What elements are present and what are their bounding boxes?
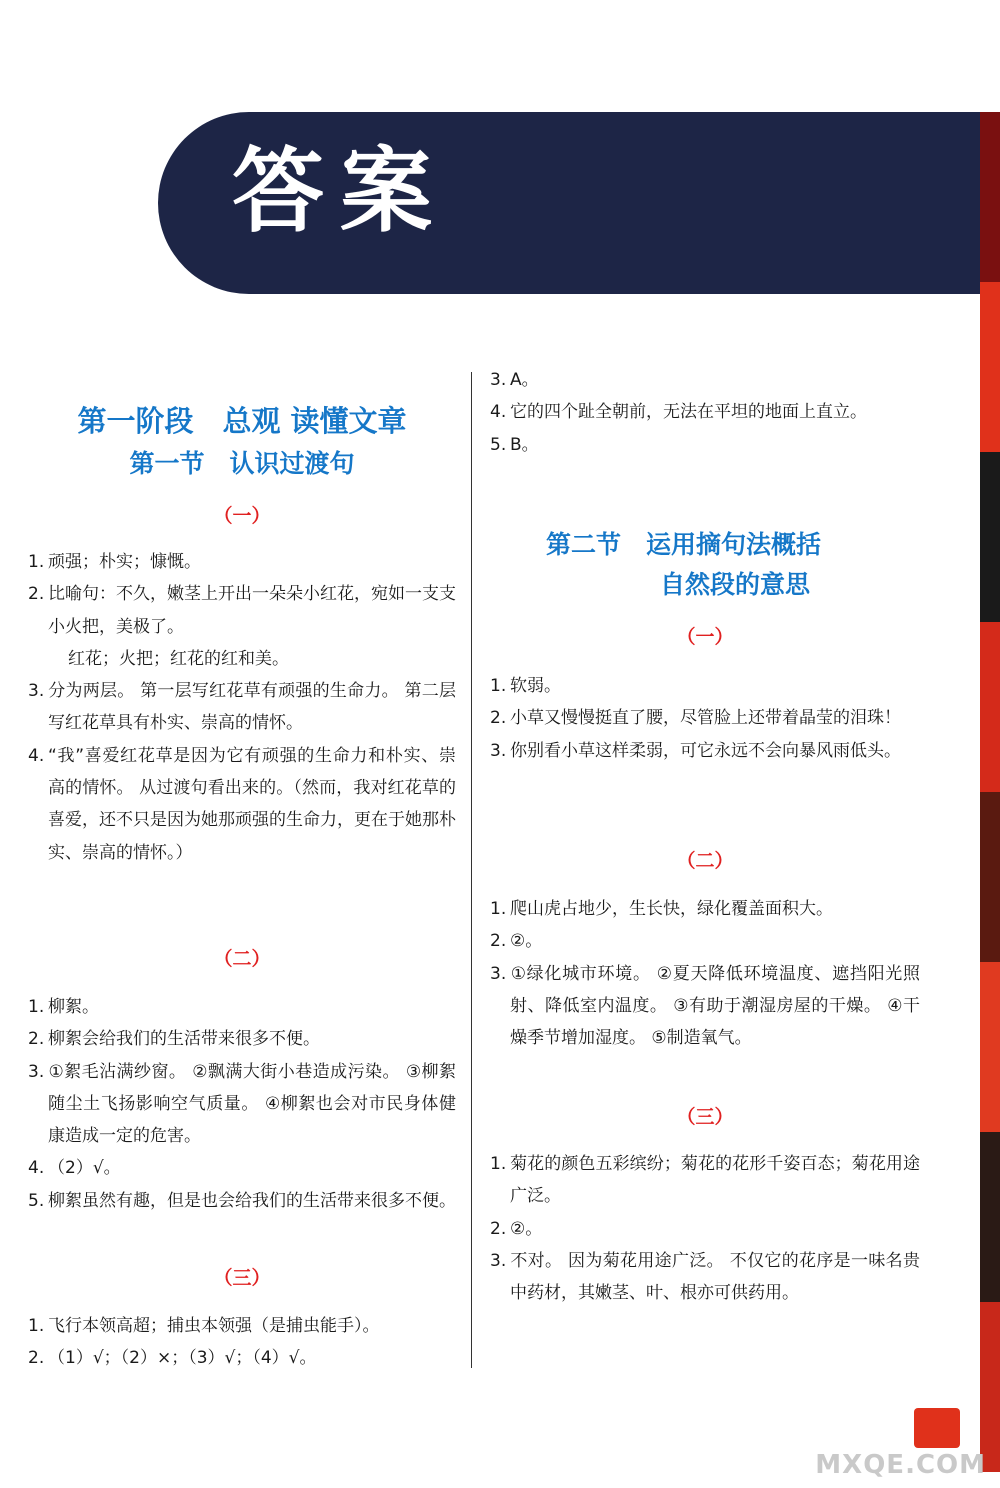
edge-segment (980, 962, 1000, 1132)
stage-heading: 第一阶段 总观 读懂文章 (77, 404, 407, 438)
answer-list (490, 670, 920, 767)
subsection-label: （三） (676, 1106, 734, 1128)
watermark: MXQE.COM (815, 1450, 986, 1480)
edge-segment (980, 1132, 1000, 1302)
answer-item: 2. 柳絮会给我们的生活带来很多不便。 (28, 1029, 320, 1050)
answer-list (490, 1148, 920, 1309)
column-divider (471, 372, 472, 1368)
answer-item: 4. “我”喜爱红花草是因为它有顽强的生命力和朴实、崇高的情怀。 从过渡句看出来的。（然而，我对红花草的喜爱，还不只是因为她那顽强的生命力，更在于她那朴实、崇高的情怀。） (28, 745, 456, 863)
answer-item: 3. A。 (490, 370, 539, 390)
edge-color-strip (980, 112, 1000, 1472)
edge-segment (980, 452, 1000, 622)
subsection-label: （三） (213, 1267, 271, 1289)
answer-item: 3. ①绿化城市环境。 ②夏天降低环境温度、遮挡阳光照射、降低室内温度。 ③有助于潮湿房屋的干燥。 ④干燥季节增加湿度。 ⑤制造氧气。 (490, 963, 920, 1049)
answer-item: 2. 比喻句：不久，嫩茎上开出一朵朵小红花，宛如一支支小火把，美极了。 红花；火把；红花的红和美。 (28, 584, 456, 669)
answer-item: 1. 菊花的颜色五彩缤纷；菊花的花形千姿百态；菊花用途广泛。 (490, 1154, 920, 1207)
edge-segment (980, 282, 1000, 452)
answer-list (28, 991, 456, 1217)
answer-list (28, 1310, 456, 1375)
answer-item: 3. 分为两层。 第一层写红花草有顽强的生命力。 第二层写红花草具有朴实、崇高的情怀。 (28, 681, 456, 734)
answer-list (490, 364, 920, 461)
answer-item: 5. 柳絮虽然有趣，但是也会给我们的生活带来很多不便。 (28, 1190, 456, 1211)
subsection-label: （一） (676, 626, 734, 648)
section-heading: 第一节 认识过渡句 (129, 449, 355, 478)
answer-list (490, 893, 920, 1054)
answer-item: 1. 爬山虎占地少，生长快，绿化覆盖面积大。 (490, 899, 833, 919)
section-heading: 第二节 运用摘句法概括 (546, 530, 822, 559)
subsection-label: （二） (676, 850, 734, 872)
answer-item: 1. 软弱。 (490, 676, 561, 696)
answer-item: 2. ②。 (490, 1218, 543, 1239)
page-title: 答案 (232, 138, 449, 245)
answer-item: 4. 它的四个趾全朝前，无法在平坦的地面上直立。 (490, 402, 867, 423)
answer-item: 3. ①絮毛沾满纱窗。 ②飘满大街小巷造成污染。 ③柳絮随尘土飞扬影响空气质量。 ④柳絮也会对市民身体健康造成一定的危害。 (28, 1061, 456, 1147)
answer-item: 2. 小草又慢慢挺直了腰，尽管脸上还带着晶莹的泪珠！ (490, 708, 901, 729)
answer-list (28, 546, 456, 869)
subsection-label: （一） (213, 505, 271, 527)
edge-segment (980, 1302, 1000, 1472)
answer-item: 1. 顽强；朴实；慷慨。 (28, 552, 201, 572)
answer-item: 1. 飞行本领高超；捕虫本领强（是捕虫能手）。 (28, 1316, 380, 1336)
answer-item: 3. 你别看小草这样柔弱，可它永远不会向暴风雨低头。 (490, 740, 901, 761)
answer-item: 4. （2）√。 (28, 1158, 121, 1179)
page-corner-badge (914, 1408, 960, 1448)
answer-item: 5. B。 (490, 434, 539, 455)
answer-item: 2. ②。 (490, 931, 543, 952)
answer-item: 2. （1）√；（2）×；（3）√；（4）√。 (28, 1348, 317, 1369)
edge-segment (980, 792, 1000, 962)
subsection-label: （二） (213, 948, 271, 970)
answer-item: 3. 不对。 因为菊花用途广泛。 不仅它的花序是一味名贵中药材，其嫩茎、叶、根亦可供药用。 (490, 1250, 920, 1304)
edge-segment (980, 112, 1000, 282)
edge-segment (980, 622, 1000, 792)
answer-item: 1. 柳絮。 (28, 997, 99, 1017)
section-heading-continued: 自然段的意思 (660, 570, 811, 599)
